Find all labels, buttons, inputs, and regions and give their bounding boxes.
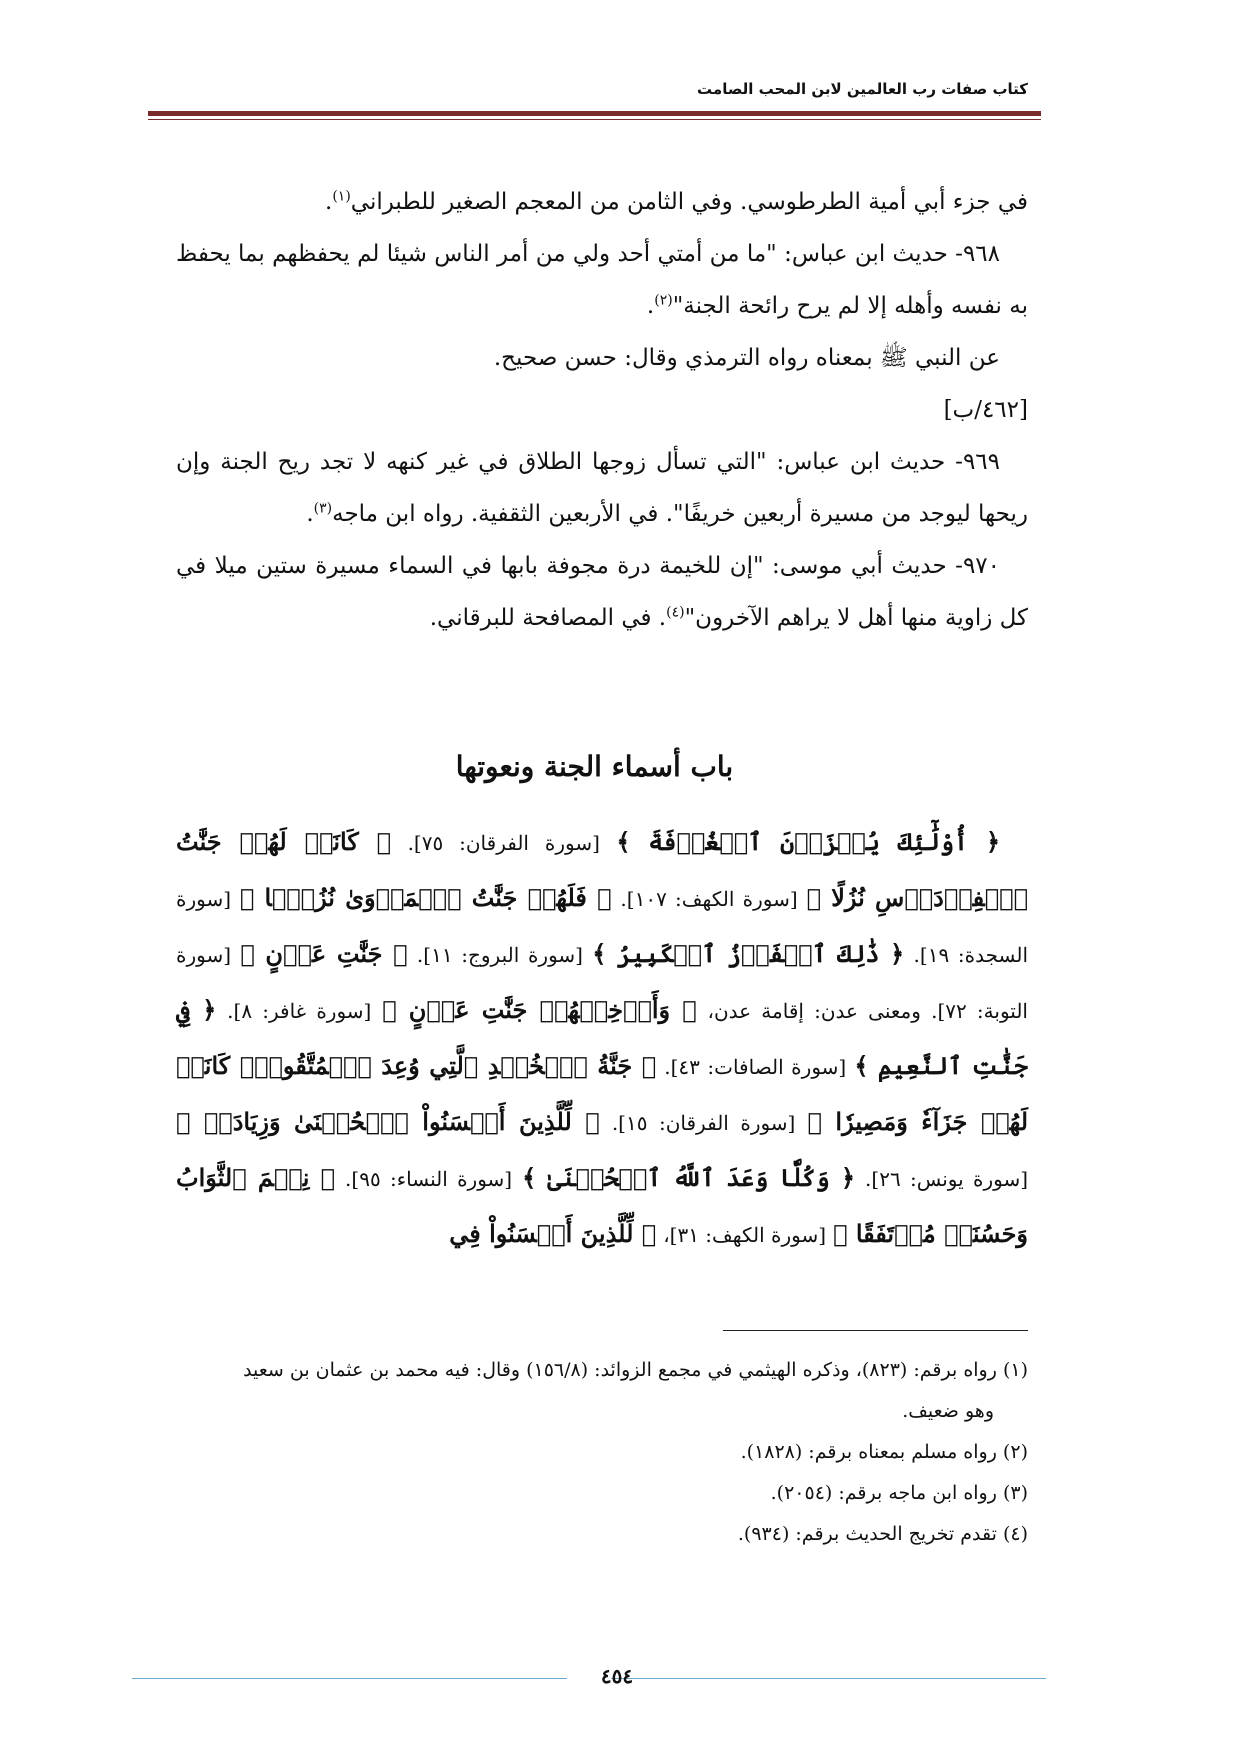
paragraph-1: في جزء أبي أمية الطرطوسي. وفي الثامن من المعجم الصغير للطبراني$^{(١)}$. xyxy=(325,188,1028,215)
surah-reference: [سورة الفرقان: ١٥]. xyxy=(611,1111,796,1135)
hadith-970: ٩٧٠- حديث أبي موسى: "إن للخيمة درة مجوفة بابها في السماء مسيرة ستين ميلا في كل زاوية منها أهل لا يراهم الآخرون"$^{(٤)}$. في المصافحة للبرقاني. xyxy=(176,553,1028,631)
footnote-ref-4[interactable]: (٤) xyxy=(666,604,685,621)
surah-reference: [سورة الصافات: ٤٣]. xyxy=(664,1055,847,1079)
quran-verse: ﴿ فَلَهُمۡ جَنَّٰتُ ٱلۡمَأۡوَىٰ نُزُلَۢا ﴾ xyxy=(239,883,612,912)
verses-block xyxy=(176,815,1028,1263)
quran-verse: ﴿ لِّلَّذِينَ أَحۡسَنُواْ ٱلۡحُسۡنَىٰ وَزِيَادَةٞ ﴾ xyxy=(176,1107,600,1136)
footnote-ref-1[interactable]: (١) xyxy=(332,188,351,205)
quran-verse: ﴿ كَانَتۡ لَهُمۡ جَنَّٰتُ ٱلۡفِرۡدَوۡسِ نُزُلًا ﴾ xyxy=(176,827,1028,912)
quran-verse: ﴿ نِعۡمَ ٱلثَّوَابُ وَحَسُنَتۡ مُرۡتَفَقًا ﴾ xyxy=(176,1163,1028,1248)
quran-verse: ﴿ فِي جَنَّٰتِ ٱلنَّعِيمِ ﴾ xyxy=(176,995,1028,1080)
footnote-ref-3[interactable]: (٣) xyxy=(313,500,333,517)
footnotes xyxy=(176,1350,1028,1555)
footer-rule-left xyxy=(132,1678,567,1679)
quran-verse: ﴿ وَأَدۡخِلۡهُمۡ جَنَّٰتِ عَدۡنٍ ﴾ xyxy=(382,995,697,1024)
quran-verse: ﴿ أُوْلَٰٓئِكَ يُجۡزَوۡنَ ٱلۡغُرۡفَةَ ﴾ xyxy=(616,827,1000,856)
quran-verse: ﴿ جَنَّٰتِ عَدۡنٍ ﴾ xyxy=(240,939,408,968)
footnote-separator xyxy=(723,1330,1028,1331)
footer-rule-right xyxy=(611,1678,1046,1679)
page-number: ٤٥٤ xyxy=(600,1664,634,1688)
hadith-968: ٩٦٨- حديث ابن عباس: "ما من أمتي أحد ولي من أمر الناس شيئا لم يحفظهم بما يحفظ به نفسه وأهله إلا لم يرح رائحة الجنة"$^{(٢)}$. xyxy=(176,241,1028,319)
surah-reference: [سورة السجدة: ١٩]. xyxy=(176,887,1028,967)
surah-reference: [سورة النساء: ٩٥]. xyxy=(345,1167,513,1191)
quran-verse: ﴿ جَنَّةُ ٱلۡخُلۡدِ ٱلَّتِي وُعِدَ ٱلۡمُتَّقُونَۚ كَانَتۡ لَهُمۡ جَزَآءٗ وَمَصِيرٗا ﴾ xyxy=(176,1051,1029,1136)
footnote-1-continued: وهو ضعيف. xyxy=(902,1400,994,1422)
footnote-1: (١) رواه برقم: (٨٢٣)، وذكره الهيثمي في مجمع الزوائد: (١٥٦/٨) وقال: فيه محمد بن عثمان بن سعيد xyxy=(243,1359,1028,1381)
manuscript-folio-marker: [٤٦٢/ب] xyxy=(943,397,1028,423)
chapter-title: باب أسماء الجنة ونعوتها xyxy=(455,750,734,783)
header-rule-thin xyxy=(148,119,1041,120)
paragraph-tirmidhi: عن النبي ﷺ بمعناه رواه الترمذي وقال: حسن صحيح. xyxy=(493,345,1000,371)
quran-verse: ﴿ لِّلَّذِينَ أَحۡسَنُواْ فِي xyxy=(449,1219,657,1248)
verses-paragraph xyxy=(176,815,1028,1263)
surah-reference: [سورة البروج: ١١]. xyxy=(416,943,583,967)
running-header: كتاب صفات رب العالمين لابن المحب الصامت xyxy=(697,80,1028,98)
quran-verse: ﴿ وَكُلّٗا وَعَدَ ٱللَّهُ ٱلۡحُسۡنَىٰ ﴾ xyxy=(522,1163,856,1192)
footnote-3: (٣) رواه ابن ماجه برقم: (٢٠٥٤). xyxy=(770,1482,1028,1504)
footnote-2: (٢) رواه مسلم بمعناه برقم: (١٨٢٨). xyxy=(740,1441,1028,1463)
surah-reference: [سورة الكهف: ٣١]، xyxy=(663,1223,827,1247)
footnote-ref-2[interactable]: (٢) xyxy=(654,292,673,309)
quran-verse: ﴿ ذَٰلِكَ ٱلۡفَوۡزُ ٱلۡكَبِيرُ ﴾ xyxy=(592,939,905,968)
surah-reference: [سورة الكهف: ١٠٧]. xyxy=(620,887,798,911)
body-text xyxy=(176,176,1028,644)
hadith-969: ٩٦٩- حديث ابن عباس: "التي تسأل زوجها الطلاق في غير كنهه لا تجد ريح الجنة وإن ريحها ليوجد من مسيرة أربعين خريفًا". في الأربعين الثقفية. رواه ابن ماجه$^{(٣)}$. xyxy=(176,449,1028,527)
surah-reference: [سورة غافر: ٨]. xyxy=(227,999,372,1023)
footnote-4: (٤) تقدم تخريج الحديث برقم: (٩٣٤). xyxy=(737,1523,1028,1545)
surah-reference: [سورة الفرقان: ٧٥]. xyxy=(407,831,600,855)
header-rule xyxy=(148,111,1041,116)
surah-reference: [سورة يونس: ٢٦]. xyxy=(865,1167,1029,1191)
surah-reference: [سورة التوبة: ٧٢]. ومعنى عدن: إقامة عدن، xyxy=(176,943,1028,1023)
